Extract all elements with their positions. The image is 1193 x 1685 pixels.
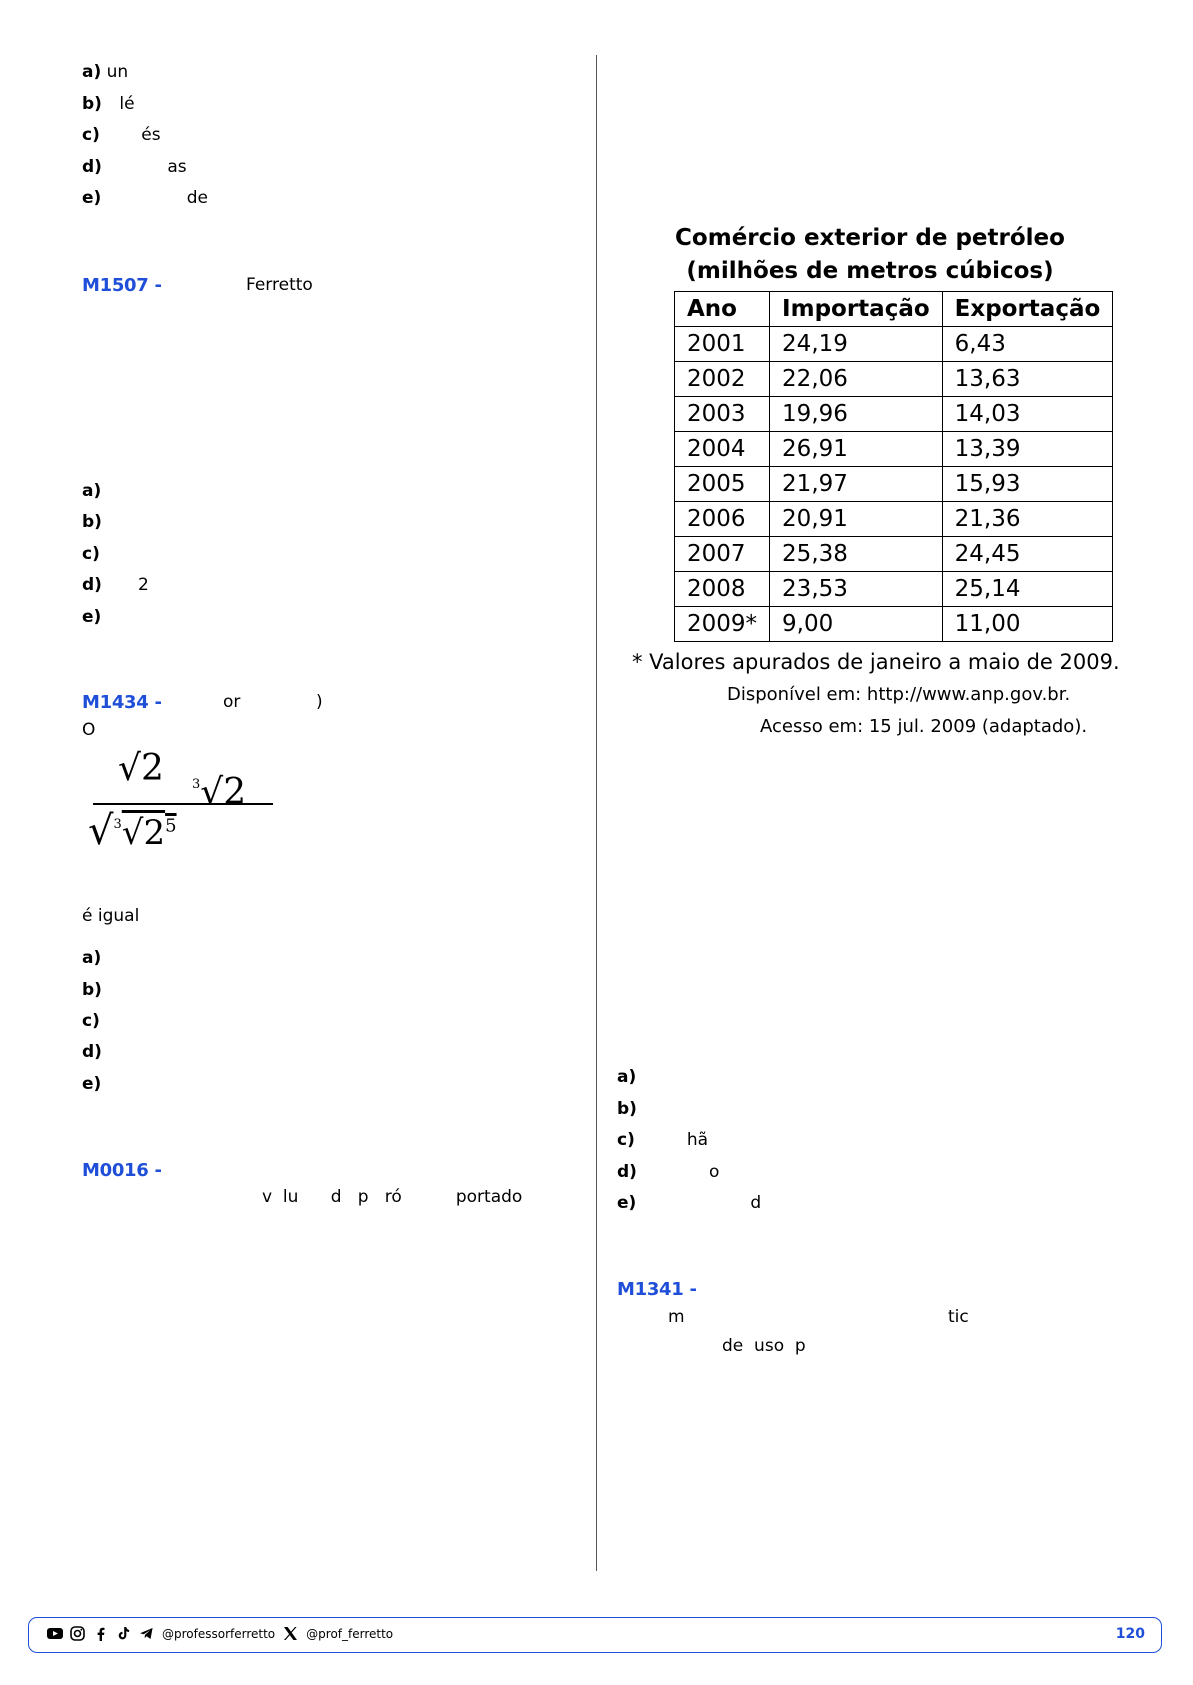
table-header-row xyxy=(675,292,1113,327)
question-author: Ferretto xyxy=(246,275,313,295)
table-header: Exportação xyxy=(942,292,1113,327)
table-row: 2008 23,53 25,14 xyxy=(675,572,1113,607)
question-line: v lu d p ró portado xyxy=(262,1187,523,1207)
instagram-handle[interactable]: @professorferretto xyxy=(162,1626,276,1641)
tiktok-icon[interactable] xyxy=(116,1626,131,1641)
question-fragment: or xyxy=(223,692,241,712)
option-e[interactable]: e) de xyxy=(82,188,208,208)
petroleum-table xyxy=(674,291,1113,642)
table-subtitle: (milhões de metros cúbicos) xyxy=(686,258,1054,284)
option-b[interactable]: b) xyxy=(82,980,102,1000)
math-denominator: $√^3√2^5$ xyxy=(88,808,177,854)
question-id: M1434 - xyxy=(82,692,162,713)
table-header: Ano xyxy=(675,292,770,327)
option-e[interactable]: e) xyxy=(82,607,102,627)
option-a[interactable]: a) xyxy=(617,1067,637,1087)
option-e[interactable]: e) d xyxy=(617,1193,762,1213)
option-b[interactable]: b) lé xyxy=(82,94,135,114)
option-b[interactable]: b) xyxy=(617,1099,637,1119)
table-figure xyxy=(630,222,1110,288)
table-row: 2004 26,91 13,39 xyxy=(675,432,1113,467)
option-c[interactable]: c) hã xyxy=(617,1130,709,1150)
math-numerator: √2 xyxy=(118,748,164,789)
option-b[interactable]: b) xyxy=(82,512,102,532)
option-d[interactable]: d) xyxy=(82,1042,102,1062)
question-fragment: m xyxy=(668,1307,685,1327)
instagram-icon[interactable] xyxy=(70,1626,85,1641)
option-c[interactable]: c) xyxy=(82,544,100,564)
youtube-icon[interactable] xyxy=(47,1626,62,1641)
option-c[interactable]: c) xyxy=(82,1011,100,1031)
x-icon[interactable] xyxy=(283,1626,298,1641)
option-a[interactable]: a) xyxy=(82,948,102,968)
question-fragment: tic xyxy=(948,1307,969,1327)
table-row: 2001 24,19 6,43 xyxy=(675,327,1113,362)
question-fragment: ) xyxy=(316,692,323,712)
question-id: M0016 - xyxy=(82,1160,162,1181)
table-row: 2009* 9,00 11,00 xyxy=(675,607,1113,642)
option-d[interactable]: d) 2 xyxy=(82,575,149,595)
math-cube-root: $^3$√2 xyxy=(192,772,247,813)
option-c[interactable]: c) és xyxy=(82,125,161,145)
table-row: 2003 19,96 14,03 xyxy=(675,397,1113,432)
page-number: 120 xyxy=(1115,1626,1145,1642)
question-line: de uso p xyxy=(722,1336,806,1356)
question-id: M1507 - xyxy=(82,275,162,296)
facebook-icon[interactable] xyxy=(93,1626,108,1641)
option-a[interactable]: a) un xyxy=(82,62,129,82)
table-header: Importação xyxy=(770,292,943,327)
table-access-date: Acesso em: 15 jul. 2009 (adaptado). xyxy=(760,716,1088,737)
table-row: 2002 22,06 13,63 xyxy=(675,362,1113,397)
option-a[interactable]: a) xyxy=(82,481,102,501)
telegram-icon[interactable] xyxy=(139,1626,154,1641)
table-note: * Valores apurados de janeiro a maio de 2009. xyxy=(632,650,1120,674)
question-after-text: é igual xyxy=(82,906,140,926)
question-id: M1341 - xyxy=(617,1279,697,1300)
social-links xyxy=(47,1626,393,1641)
option-e[interactable]: e) xyxy=(82,1074,102,1094)
table-source: Disponível em: http://www.anp.gov.br. xyxy=(727,684,1071,705)
x-handle[interactable]: @prof_ferretto xyxy=(306,1626,394,1641)
option-d[interactable]: d) o xyxy=(617,1162,720,1182)
table-row: 2006 20,91 21,36 xyxy=(675,502,1113,537)
question-lead: O xyxy=(82,720,96,740)
table-title: Comércio exterior de petróleo xyxy=(675,225,1065,251)
table-row: 2005 21,97 15,93 xyxy=(675,467,1113,502)
table-row: 2007 25,38 24,45 xyxy=(675,537,1113,572)
column-divider xyxy=(596,55,597,1571)
footer-bar xyxy=(28,1617,1162,1653)
option-d[interactable]: d) as xyxy=(82,157,187,177)
